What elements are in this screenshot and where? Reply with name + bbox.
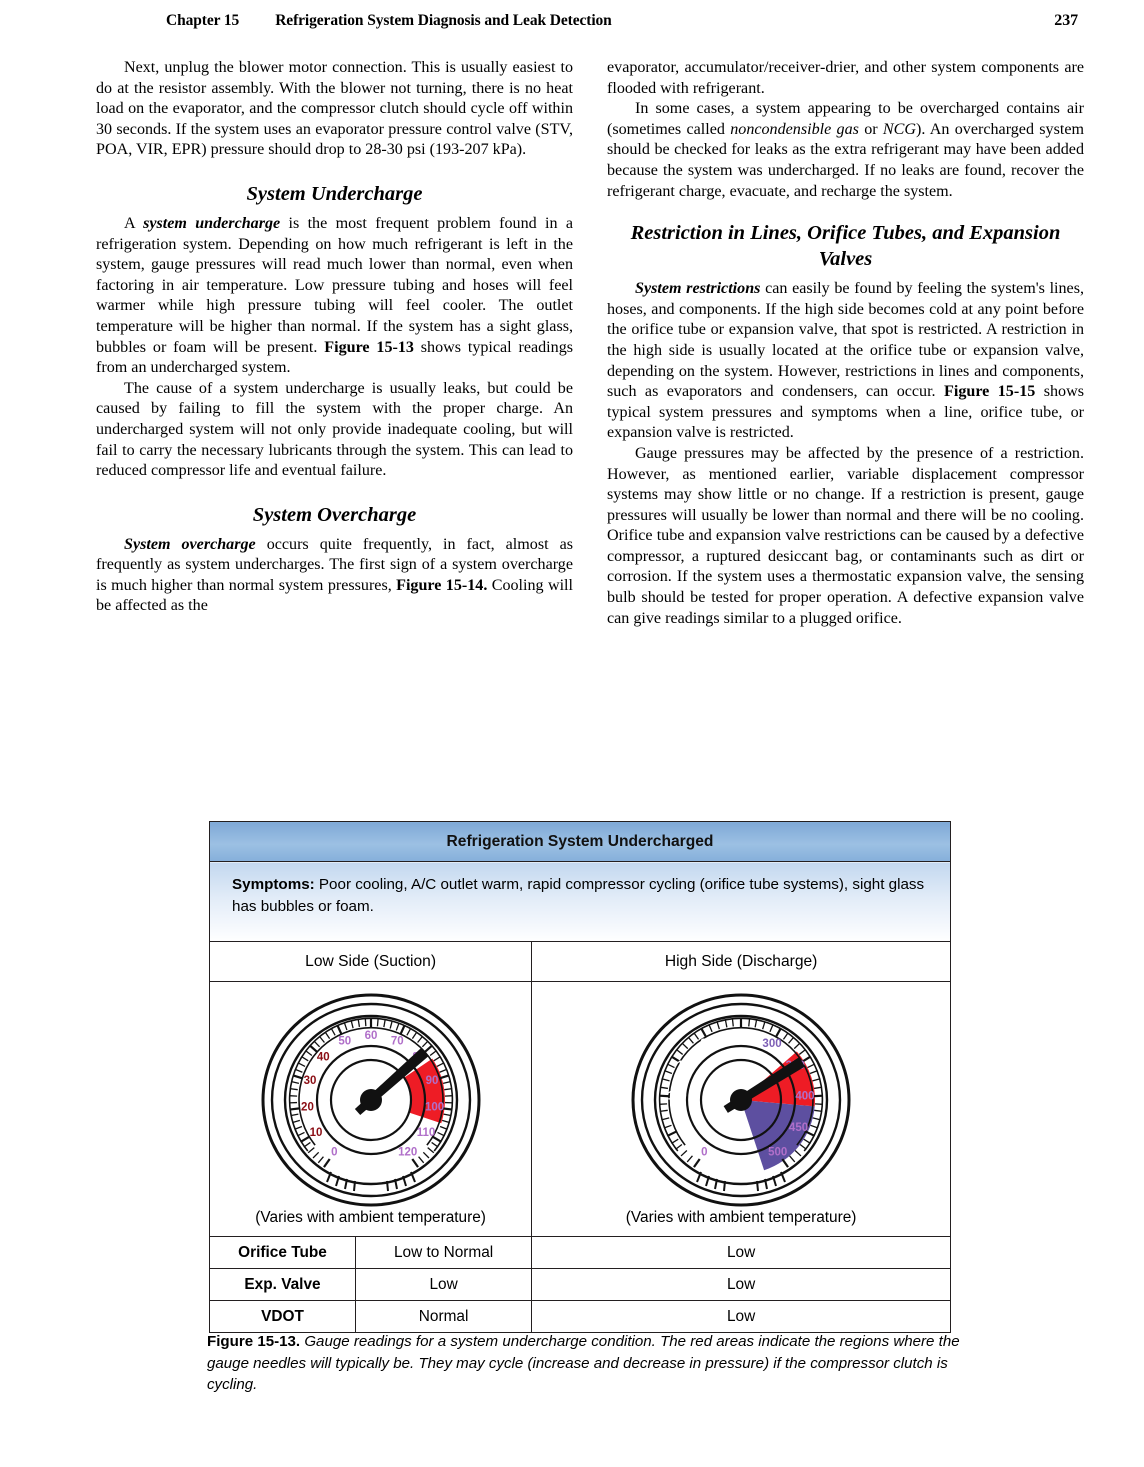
svg-text:100: 100 [424,1100,444,1113]
right-column [607,58,1084,629]
paragraph: Gauge pressures may be affected by the presence of a restriction. However, as mentioned earlier, variable displacement compressor systems may show little or no change. If a restriction is present, gauge pressures will usually be lower than normal and there will be no cooling. Orifice tube and expansion valve restrictions can be caused by a defective compressor, a ruptured desiccant bag, or contaminants such as dirt or corrosion. If the system uses a thermostatic expansion valve, the sensing bulb should be tested for proper operation. A defective expansion valve can give readings similar to a plugged orifice. [607,444,1084,627]
figure-caption-label: Figure 15-13. [207,1333,301,1350]
high-side-note: (Varies with ambient temperature) [625,1208,857,1226]
row-value-low: Low to Normal [356,1237,532,1269]
section-heading-restriction: Restriction in Lines, Orifice Tubes, and Expansion Valves [630,222,1061,271]
row-label-orifice-tube: Orifice Tube [210,1237,356,1269]
svg-text:400: 400 [795,1090,815,1103]
svg-text:0: 0 [330,1145,338,1158]
row-value-high: Low [532,1269,951,1301]
running-head [166,12,1078,30]
svg-text:110: 110 [416,1126,435,1139]
gauge-row [210,982,951,1237]
svg-text:500: 500 [768,1145,788,1158]
svg-text:100: 100 [667,1090,687,1103]
table-row [210,1237,951,1269]
paragraph: System overcharge occurs quite frequently, in fact, almost as frequently as system undercharges. The first sign of a system overcharge is much higher than normal system pressures, Figure 15-14. Cooling will be affected as the [96,535,574,615]
row-label-vdot: VDOT [210,1301,356,1333]
row-value-high: Low [532,1237,951,1269]
side-header-row [210,942,951,982]
figure-caption [207,1331,997,1396]
gauge-needle-hub [360,1089,382,1111]
paragraph: The cause of a system undercharge is usually leaks, but could be caused by failing to fill the system with the proper charge. An undercharged system will not only provide inadequate cooling, but will fail to carry the necessary lubricants through the system. This can lead to reduced compressor life and eventual failure. [96,379,573,480]
table-row [210,1301,951,1333]
svg-text:50: 50 [337,1035,351,1048]
chapter-label: Chapter 15 [166,12,240,29]
figure-caption-text: Gauge readings for a system undercharge condition. The red areas indicate the regions where the gauge needles will typically be. They may cycle (increase and decrease in pressure) if the compressor clutch is cycling. [207,1333,960,1393]
svg-text:60: 60 [364,1029,378,1042]
svg-text:20: 20 [300,1100,314,1113]
svg-text:40: 40 [316,1050,330,1063]
svg-text:450: 450 [789,1121,809,1134]
symptoms-row [210,862,951,942]
high-side-gauge-cell [532,982,951,1237]
low-side-header: Low Side (Suction) [210,942,532,982]
high-side-header: High Side (Discharge) [532,942,951,982]
row-value-low: Normal [356,1301,532,1333]
table-title: Refrigeration System Undercharged [210,822,951,862]
left-column [96,58,573,629]
svg-text:30: 30 [303,1074,316,1087]
symptoms-cell [210,862,951,942]
figure-reference: Figure 15-13 [324,338,414,356]
italic-term: NCG [882,120,916,138]
figure-reference: Figure 15-15 [944,383,1036,401]
row-value-low: Low [356,1269,532,1301]
paragraph: System restrictions can easily be found by feeling the system's lines, hoses, and components. If the high side becomes cold at any point before the orifice tube or expansion valve, that spot is restricted. A restriction in the high side is usually located at the orifice tube or expansion valve, depending on the system. However, restrictions in lines and components, such as evaporators and condensers, can occur. Figure 15-15 shows typical system pressures and symptoms when a line, orifice tube, or expansion valve is restricted. [607,280,1084,442]
svg-text:200: 200 [700,1037,720,1050]
paragraph: evaporator, accumulator/receiver-drier, and other system components are flooded with refrigerant. [607,59,1084,97]
row-value-high: Low [532,1301,951,1333]
svg-text:250: 250 [731,1029,751,1042]
page-number: 237 [1054,12,1078,29]
italic-term: noncondensible gas [730,120,859,138]
term-emphasis: System restrictions [635,280,761,298]
paragraph: In some cases, a system appearing to be overcharged contains air (sometimes called noncondensible gas or NCG). An overcharged system should be checked for leaks as the extra refrigerant may have been added because the system was undercharged. If no leaks are found, recover the refrigerant charge, evacuate, and recharge the system. [607,100,1085,200]
svg-text:120: 120 [397,1145,417,1158]
table-header-row [210,822,951,862]
gauge-needle-hub [730,1089,752,1111]
row-label-exp-valve: Exp. Valve [210,1269,356,1301]
paragraph: Next, unplug the blower motor connection. This is usually easiest to do at the resistor assembly. With the blower not turning, there is no heat load on the evaporator, and the compressor clutch should cycle off within 30 seconds. If the system uses an evaporator pressure control valve (STV, POA, VIR, EPR) pressure should drop to 28-30 psi (193-207 kPa). [96,59,573,159]
high-side-gauge [626,992,856,1207]
paragraph: A system undercharge is the most frequent problem found in a refrigeration system. Depending on how much refrigerant is left in the system, gauge pressures will read much lower than normal, even when factoring in air temperature. Low pressure tubing and hoses will feel warmer while high pressure tubing will feel cooler. The outlet temperature will be higher than normal. If the system has a sight glass, bubbles or foam will be present. Figure 15-13 shows typical readings from an undercharged system. [96,214,574,377]
low-side-note: (Varies with ambient temperature) [255,1208,486,1226]
svg-text:300: 300 [762,1037,782,1050]
symptoms-label: Symptoms: [232,876,315,893]
chapter-title: Refrigeration System Diagnosis and Leak Detection [275,12,612,29]
undercharge-table [209,821,951,1333]
section-heading-system-undercharge: System Undercharge [246,182,423,205]
term-emphasis: System overcharge [124,535,256,553]
low-side-gauge [256,992,486,1207]
body-columns [96,58,1084,629]
svg-text:150: 150 [677,1059,697,1072]
svg-text:90: 90 [425,1074,439,1087]
svg-text:10: 10 [309,1126,323,1139]
svg-text:0: 0 [701,1145,708,1158]
symptoms-text: Poor cooling, A/C outlet warm, rapid compressor cycling (orifice tube systems), sight glass has bubbles or foam. [232,876,925,915]
figure-reference: Figure 15-14. [396,576,488,594]
section-heading-system-overcharge: System Overcharge [252,503,417,526]
svg-text:70: 70 [390,1035,404,1048]
svg-text:50: 50 [677,1121,690,1134]
term-emphasis: system undercharge [143,214,281,232]
figure-15-13 [209,821,951,1333]
table-row [210,1269,951,1301]
low-side-gauge-cell [210,982,532,1237]
